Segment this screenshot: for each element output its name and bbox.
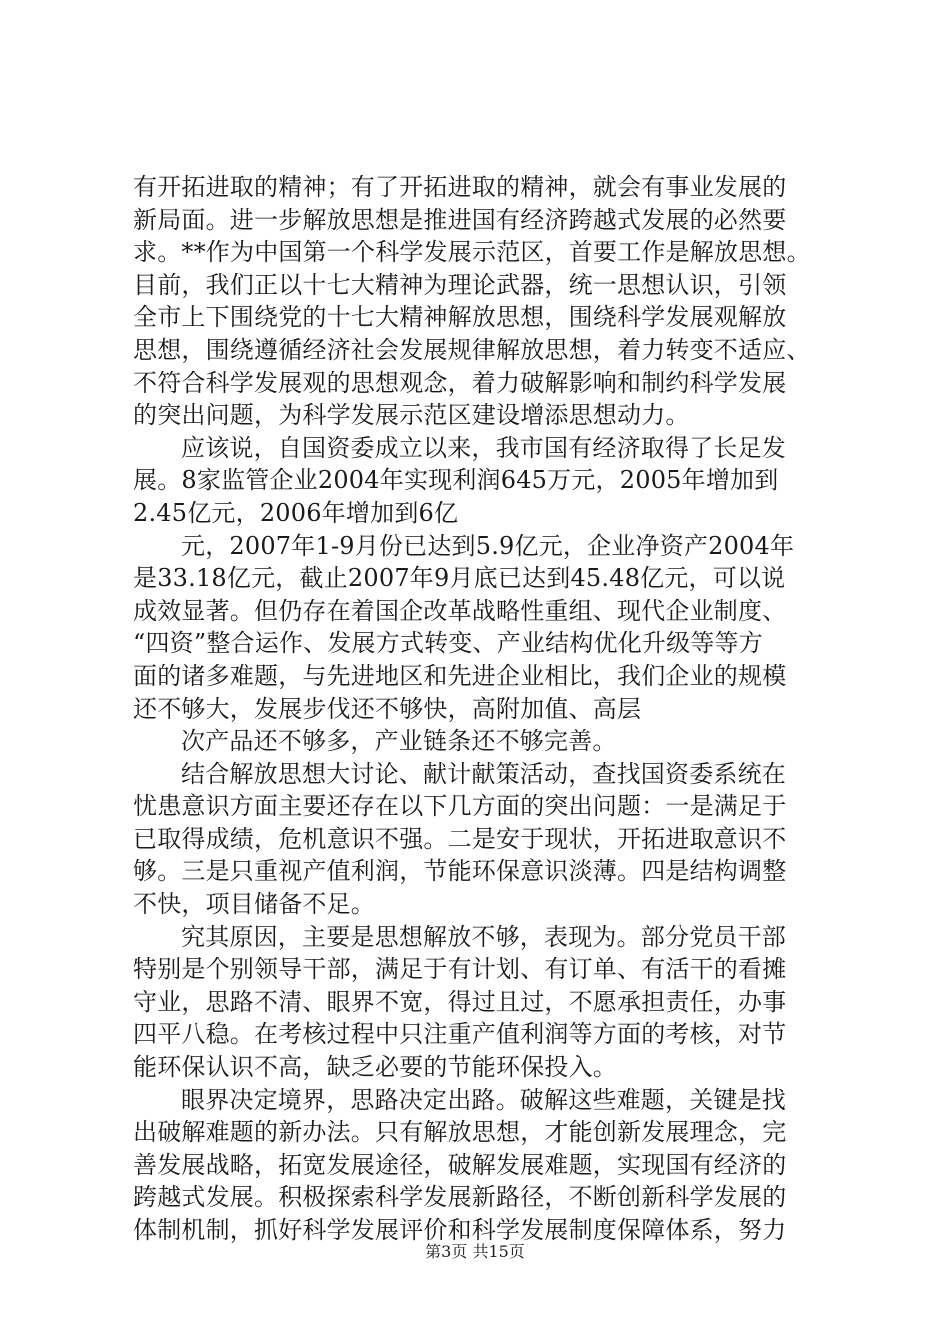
text-line: 善发展战略，拓宽发展途径，破解发展难题，实现国有经济的 [133,1150,787,1179]
text-line: 展。8家监管企业2004年实现利润645万元，2005年增加到 [133,466,779,495]
text-line: 面的诸多难题，与先进地区和先进企业相比，我们企业的规模 [133,661,787,690]
page-number-footer: 第3页 共15页 [425,1242,525,1261]
text-line: 次产品还不够多，产业链条还不够完善。 [181,727,617,756]
text-line: 是33.18亿元，截止2007年9月底已达到45.48亿元，可以说 [133,564,786,593]
text-line: 已取得成绩，危机意识不强。二是安于现状，开拓进取意识不 [133,824,787,853]
text-line: 2.45亿元，2006年增加到6亿 [133,498,459,527]
text-line: 眼界决定境界，思路决定出路。破解这些难题，关键是找 [181,1085,786,1114]
body-text [133,171,833,1247]
text-line: 的突出问题，为科学发展示范区建设增添思想动力。 [133,401,690,430]
text-line: 新局面。进一步解放思想是推进国有经济跨越式发展的必然要 [133,205,787,234]
text-line: 求。**作为中国第一个科学发展示范区，首要工作是解放思想。 [133,238,811,267]
text-line: 结合解放思想大讨论、献计献策活动，查找国资委系统在 [181,759,786,788]
text-line: 思想，围绕遵循经济社会发展规律解放思想，着力转变不适应、 [133,335,811,364]
text-line: 够。三是只重视产值利润，节能环保意识淡薄。四是结构调整 [133,857,787,886]
text-line: 出破解难题的新办法。只有解放思想，才能创新发展理念，完 [133,1118,787,1147]
text-line: 不符合科学发展观的思想观念，着力破解影响和制约科学发展 [133,368,787,397]
text-line: “四资”整合运作、发展方式转变、产业结构优化升级等等方 [133,629,763,658]
text-line: 究其原因，主要是思想解放不够，表现为。部分党员干部 [181,922,786,951]
text-line: 成效显著。但仍存在着国企改革战略性重组、现代企业制度、 [133,596,787,625]
text-line: 元，2007年1-9月份已达到5.9亿元，企业净资产2004年 [181,531,795,560]
text-line: 目前，我们正以十七大精神为理论武器，统一思想认识，引领 [133,270,787,299]
text-line: 跨越式发展。积极探索科学发展新路径，不断创新科学发展的 [133,1183,787,1212]
text-line: 还不够大，发展步伐还不够快，高附加值、高层 [133,694,642,723]
text-line: 全市上下围绕党的十七大精神解放思想，围绕科学发展观解放 [133,303,787,332]
text-line: 有开拓进取的精神；有了开拓进取的精神，就会有事业发展的 [133,173,787,201]
text-line: 忧患意识方面主要还存在以下几方面的突出问题：一是满足于 [133,792,787,821]
text-line: 特别是个别领导干部，满足于有计划、有订单、有活干的看摊 [133,955,787,984]
text-line: 不快，项目储备不足。 [133,890,375,919]
text-line: 四平八稳。在考核过程中只注重产值利润等方面的考核，对节 [133,1020,787,1049]
text-line: 应该说，自国资委成立以来，我市国有经济取得了长足发 [181,433,786,462]
text-line: 能环保认识不高，缺乏必要的节能环保投入。 [133,1053,617,1082]
text-line: 守业，思路不清、眼界不宽，得过且过，不愿承担责任，办事 [133,987,787,1016]
text-line: 体制机制，抓好科学发展评价和科学发展制度保障体系，努力 [133,1216,787,1244]
